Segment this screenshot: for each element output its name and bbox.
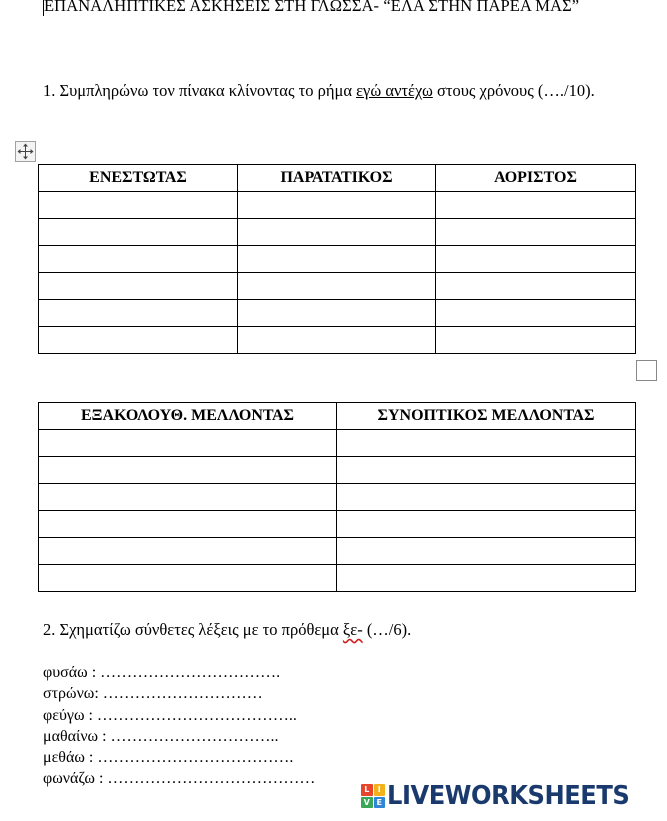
table-row <box>39 565 636 592</box>
column-header: ΠΑΡΑΤΑΤΙΚΟΣ <box>238 165 436 192</box>
exercise-1-text-after: στους χρόνους (…./10). <box>432 81 595 100</box>
exercise-1-verb: εγώ αντέχω <box>356 81 433 100</box>
logo-letter: L <box>361 784 373 796</box>
table-row <box>39 484 636 511</box>
answer-cell[interactable] <box>238 192 436 219</box>
brand-name: LIVEWORKSHEETS <box>387 781 630 811</box>
exercise-2-text-after: (…/6). <box>362 620 412 639</box>
answer-cell[interactable] <box>337 484 636 511</box>
answer-cell[interactable] <box>39 246 238 273</box>
word-list <box>43 662 315 790</box>
answer-cell[interactable] <box>39 219 238 246</box>
table-row <box>39 538 636 565</box>
exercise-2-instruction <box>43 620 411 640</box>
exercise-2-prefix: ξε- <box>342 620 363 639</box>
tenses-table-1 <box>38 164 636 354</box>
exercise-1-text-before: 1. Συμπληρώνω τον πίνακα κλίνοντας το ρήμα <box>43 81 357 100</box>
answer-cell[interactable] <box>436 273 636 300</box>
answer-cell[interactable] <box>337 430 636 457</box>
answer-cell[interactable] <box>238 300 436 327</box>
word-line[interactable]: φεύγω : ……………………………….. <box>43 706 297 724</box>
exercise-2-text-before: 2. Σχηματίζω σύνθετες λέξεις με το πρόθεμα <box>43 620 343 639</box>
exercise-1-instruction <box>43 80 632 101</box>
answer-cell[interactable] <box>39 538 337 565</box>
answer-cell[interactable] <box>238 273 436 300</box>
answer-cell[interactable] <box>39 430 337 457</box>
table-row <box>39 300 636 327</box>
logo-letter: E <box>374 797 386 809</box>
answer-cell[interactable] <box>436 219 636 246</box>
table-resize-handle[interactable] <box>636 360 657 381</box>
table-row <box>39 246 636 273</box>
answer-cell[interactable] <box>337 511 636 538</box>
column-header: ΣΥΝΟΠΤΙΚΟΣ ΜΕΛΛΟΝΤΑΣ <box>337 403 636 430</box>
word-line[interactable]: μεθάω : ………………………………. <box>43 749 294 767</box>
table-row <box>39 327 636 354</box>
table-row <box>39 430 636 457</box>
tenses-table-2 <box>38 402 636 592</box>
logo-icon <box>361 784 385 808</box>
answer-cell[interactable] <box>436 300 636 327</box>
table-move-handle[interactable] <box>15 141 36 162</box>
answer-cell[interactable] <box>39 192 238 219</box>
liveworksheets-logo <box>361 782 648 810</box>
table-row <box>39 511 636 538</box>
text-cursor <box>43 0 44 16</box>
column-header: ΕΝΕΣΤΩΤΑΣ <box>39 165 238 192</box>
answer-cell[interactable] <box>337 457 636 484</box>
answer-cell[interactable] <box>39 484 337 511</box>
answer-cell[interactable] <box>337 565 636 592</box>
answer-cell[interactable] <box>436 192 636 219</box>
word-line[interactable]: φυσάω : ……………………………. <box>43 664 281 681</box>
column-header: ΕΞΑΚΟΛΟΥΘ. ΜΕΛΛΟΝΤΑΣ <box>39 403 337 430</box>
logo-letter: I <box>374 784 386 796</box>
logo-letter: V <box>361 797 373 809</box>
table-row <box>39 219 636 246</box>
answer-cell[interactable] <box>238 219 436 246</box>
answer-cell[interactable] <box>436 246 636 273</box>
word-line[interactable]: φωνάζω : ………………………………… <box>43 770 316 788</box>
answer-cell[interactable] <box>238 327 436 354</box>
table-row <box>39 457 636 484</box>
answer-cell[interactable] <box>39 457 337 484</box>
answer-cell[interactable] <box>39 511 337 538</box>
answer-cell[interactable] <box>39 565 337 592</box>
word-line[interactable]: στρώνω: ………………………… <box>43 685 263 703</box>
answer-cell[interactable] <box>337 538 636 565</box>
answer-cell[interactable] <box>436 327 636 354</box>
word-line[interactable]: μαθαίνω : ………………………….. <box>43 727 279 745</box>
table-row <box>39 192 636 219</box>
answer-cell[interactable] <box>39 273 238 300</box>
move-icon <box>17 143 34 160</box>
answer-cell[interactable] <box>39 327 238 354</box>
table-row <box>39 273 636 300</box>
answer-cell[interactable] <box>39 300 238 327</box>
column-header: ΑΟΡΙΣΤΟΣ <box>436 165 636 192</box>
page-title: ΕΠΑΝΑΛΗΠΤΙΚΕΣ ΑΣΚΗΣΕΙΣ ΣΤΗ ΓΛΩΣΣΑ- “ΕΛΑ ΣΤΗΝ ΠΑΡΕΑ ΜΑΣ” <box>44 0 580 15</box>
answer-cell[interactable] <box>238 246 436 273</box>
